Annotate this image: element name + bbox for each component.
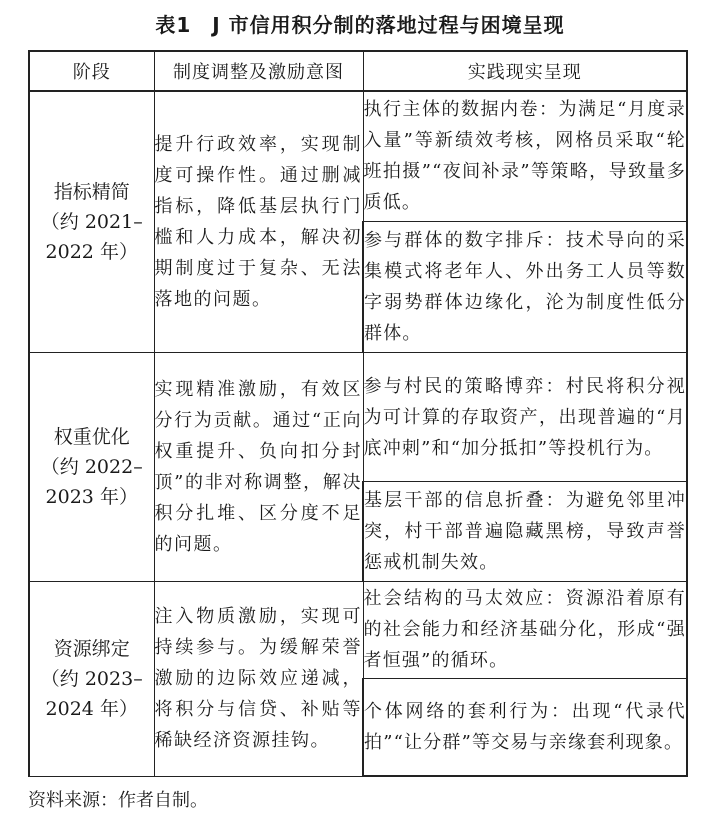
table-title: 表1 J 市信用积分制的落地过程与困境呈现 [155,13,565,37]
stage-name: 指标精简 [53,180,130,203]
reality-cell: 参与村民的策略博弈：村民将积分视为可计算的存取资产，出现普遍的“月底冲刺”和“加分抵扣”等投机行为。 [363,352,687,482]
stage-year: 2023 年） [45,485,138,508]
table-header-row [29,51,687,91]
intent-cell: 注入物质激励，实现可持续参与。为缓解荣誉激励的边际效应递减，将积分与信贷、补贴等稀缺经济资源挂钩。 [154,581,363,776]
stage-period: （约 2022– [40,455,143,478]
header-intent: 制度调整及激励意图 [154,51,363,91]
table-row [29,91,687,222]
stage-cell [29,581,154,776]
table-row [29,581,687,678]
header-reality: 实践现实呈现 [363,51,687,91]
intent-cell: 提升行政效率，实现制度可操作性。通过删减指标，降低基层执行门槛和人力成本，解决初期制度过于复杂、无法落地的问题。 [154,91,363,353]
header-stage: 阶段 [29,51,154,91]
reality-cell: 基层干部的信息折叠：为避免邻里冲突，村干部普遍隐藏黑榜，导致声誉惩戒机制失效。 [363,482,687,581]
policy-table [28,50,688,777]
stage-name: 权重优化 [53,425,130,448]
stage-period: （约 2021– [40,210,143,233]
stage-year: 2024 年） [45,697,138,720]
reality-cell: 社会结构的马太效应：资源沿着原有的社会能力和经济基础分化，形成“强者恒强”的循环。 [363,581,687,678]
stage-name: 资源绑定 [53,637,130,660]
source-note: 资料来源：作者自制。 [28,790,208,811]
reality-cell: 执行主体的数据内卷：为满足“月度录入量”等新绩效考核，网格员采取“轮班拍摄”“夜间补录”等策略，导致量多质低。 [363,91,687,222]
table-row [29,352,687,482]
reality-cell: 参与群体的数字排斥：技术导向的采集模式将老年人、外出务工人员等数字弱势群体边缘化，沦为制度性低分群体。 [363,221,687,352]
stage-cell [29,91,154,353]
intent-cell: 实现精准激励，有效区分行为贡献。通过“正向权重提升、负向扣分封顶”的非对称调整，解决积分扎堆、区分度不足的问题。 [154,352,363,581]
reality-cell: 个体网络的套利行为：出现“代录代拍”“让分群”等交易与亲缘套利现象。 [363,679,687,776]
stage-year: 2022 年） [45,240,138,263]
stage-cell [29,352,154,581]
stage-period: （约 2023– [40,667,143,690]
